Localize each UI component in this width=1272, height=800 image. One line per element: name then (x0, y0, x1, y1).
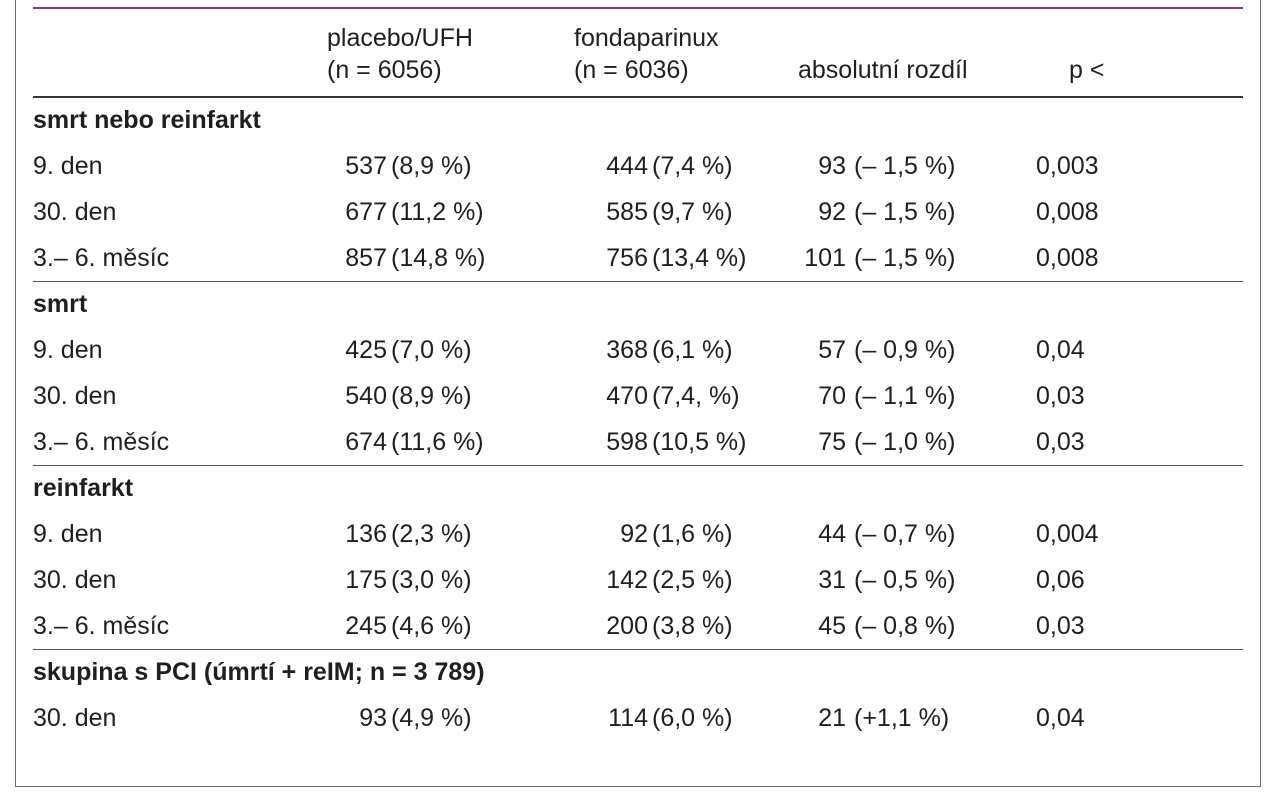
header-absolute-difference: absolutní rozdíl (786, 12, 1036, 97)
row-label: 3.– 6. měsíc (33, 243, 170, 272)
header-empty (33, 12, 313, 97)
p-value: 0,03 (1036, 381, 1085, 410)
placebo-cell (313, 557, 568, 603)
p-value: 0,008 (1036, 197, 1099, 226)
difference-count: 93 (818, 151, 846, 180)
difference-cell (786, 143, 1036, 189)
difference-percent: (– 0,7 %) (854, 519, 956, 548)
table-bottom-spacer (33, 741, 1243, 783)
p-value: 0,03 (1036, 427, 1085, 456)
placebo-count: 175 (345, 565, 387, 594)
fondaparinux-percent: (6,0 %) (652, 703, 733, 732)
fondaparinux-percent: (10,5 %) (652, 427, 747, 456)
section-header-row (33, 650, 1243, 696)
placebo-cell (313, 419, 568, 466)
placebo-cell (313, 695, 568, 741)
p-value: 0,04 (1036, 335, 1085, 364)
placebo-count: 136 (345, 519, 387, 548)
fondaparinux-count: 470 (606, 381, 648, 410)
table-row (33, 327, 1243, 373)
difference-cell (786, 419, 1036, 466)
fondaparinux-percent: (7,4, %) (652, 381, 740, 410)
fondaparinux-count: 368 (606, 335, 648, 364)
fondaparinux-cell (568, 373, 786, 419)
fondaparinux-count: 756 (606, 243, 648, 272)
table-row (33, 235, 1243, 282)
difference-count: 70 (818, 381, 846, 410)
row-label: 3.– 6. měsíc (33, 427, 170, 456)
section-header-row (33, 466, 1243, 512)
fondaparinux-count: 142 (606, 565, 648, 594)
fondaparinux-cell (568, 695, 786, 741)
results-table (33, 12, 1243, 783)
table-row (33, 373, 1243, 419)
difference-cell (786, 695, 1036, 741)
p-value: 0,06 (1036, 565, 1085, 594)
fondaparinux-percent: (6,1 %) (652, 335, 733, 364)
placebo-count: 540 (345, 381, 387, 410)
placebo-cell (313, 511, 568, 557)
p-value: 0,003 (1036, 151, 1099, 180)
placebo-percent: (8,9 %) (391, 381, 472, 410)
placebo-cell (313, 327, 568, 373)
difference-percent: (+1,1 %) (854, 703, 950, 732)
placebo-count: 857 (345, 243, 387, 272)
fondaparinux-count: 114 (608, 703, 648, 732)
difference-percent: (– 1,5 %) (854, 151, 956, 180)
difference-cell (786, 235, 1036, 282)
placebo-cell (313, 235, 568, 282)
row-label: 30. den (33, 381, 117, 410)
fondaparinux-count: 585 (606, 197, 648, 226)
header-fondaparinux: fondaparinux (n = 6036) (568, 12, 786, 97)
difference-count: 75 (818, 427, 846, 456)
fondaparinux-count: 92 (620, 519, 648, 548)
table-body (33, 97, 1243, 783)
table-row (33, 419, 1243, 466)
placebo-count: 245 (345, 611, 387, 640)
table-row (33, 189, 1243, 235)
header-row (33, 12, 1243, 97)
difference-count: 44 (818, 519, 846, 548)
difference-count: 57 (818, 335, 846, 364)
difference-percent: (– 1,5 %) (854, 243, 956, 272)
difference-cell (786, 511, 1036, 557)
difference-percent: (– 0,8 %) (854, 611, 956, 640)
fondaparinux-percent: (7,4 %) (652, 151, 733, 180)
placebo-percent: (14,8 %) (391, 243, 486, 272)
fondaparinux-count: 200 (606, 611, 648, 640)
section-header-row (33, 97, 1243, 143)
placebo-cell (313, 143, 568, 189)
p-value: 0,03 (1036, 611, 1085, 640)
placebo-cell (313, 373, 568, 419)
placebo-percent: (4,6 %) (391, 611, 472, 640)
difference-cell (786, 189, 1036, 235)
placebo-count: 537 (345, 151, 387, 180)
row-label: 9. den (33, 335, 103, 364)
fondaparinux-cell (568, 327, 786, 373)
placebo-percent: (7,0 %) (391, 335, 472, 364)
fondaparinux-percent: (1,6 %) (652, 519, 733, 548)
difference-count: 45 (818, 611, 846, 640)
header-p-value: p < (1036, 12, 1243, 97)
difference-cell (786, 373, 1036, 419)
p-value: 0,008 (1036, 243, 1099, 272)
spacer-cell (33, 741, 1243, 783)
header-placebo: placebo/UFH (n = 6056) (313, 12, 568, 97)
difference-cell (786, 327, 1036, 373)
difference-percent: (– 1,0 %) (854, 427, 956, 456)
fondaparinux-cell (568, 557, 786, 603)
difference-percent: (– 1,5 %) (854, 197, 956, 226)
fondaparinux-percent: (2,5 %) (652, 565, 733, 594)
table-row (33, 557, 1243, 603)
placebo-percent: (4,9 %) (391, 703, 472, 732)
difference-percent: (– 0,5 %) (854, 565, 956, 594)
placebo-percent: (11,2 %) (391, 197, 484, 226)
difference-count: 31 (818, 565, 846, 594)
placebo-cell (313, 603, 568, 650)
row-label: 9. den (33, 519, 103, 548)
placebo-percent: (11,6 %) (391, 427, 484, 456)
fondaparinux-percent: (3,8 %) (652, 611, 733, 640)
fondaparinux-cell (568, 189, 786, 235)
table-row (33, 695, 1243, 741)
placebo-percent: (3,0 %) (391, 565, 472, 594)
table-row (33, 511, 1243, 557)
difference-count: 21 (818, 703, 846, 732)
section-title: skupina s PCI (úmrtí + reIM; n = 3 789) (33, 650, 1243, 696)
difference-percent: (– 0,9 %) (854, 335, 956, 364)
section-header-row (33, 282, 1243, 328)
fondaparinux-count: 444 (606, 151, 648, 180)
placebo-percent: (8,9 %) (391, 151, 472, 180)
fondaparinux-percent: (9,7 %) (652, 197, 733, 226)
fondaparinux-cell (568, 603, 786, 650)
top-rule (33, 7, 1243, 9)
section-title: smrt nebo reinfarkt (33, 106, 261, 134)
placebo-count: 674 (345, 427, 387, 456)
difference-cell (786, 603, 1036, 650)
section-title: smrt (33, 282, 1243, 328)
table-row (33, 603, 1243, 650)
fondaparinux-percent: (13,4 %) (652, 243, 747, 272)
fondaparinux-cell (568, 419, 786, 466)
row-label: 9. den (33, 151, 103, 180)
placebo-percent: (2,3 %) (391, 519, 472, 548)
fondaparinux-cell (568, 143, 786, 189)
fondaparinux-cell (568, 511, 786, 557)
difference-cell (786, 557, 1036, 603)
section-title: reinfarkt (33, 466, 1243, 512)
difference-count: 101 (804, 243, 846, 272)
table-row (33, 143, 1243, 189)
row-label: 30. den (33, 565, 117, 594)
row-label: 30. den (33, 703, 117, 732)
difference-percent: (– 1,1 %) (854, 381, 956, 410)
placebo-count: 425 (345, 335, 387, 364)
placebo-cell (313, 189, 568, 235)
p-value: 0,04 (1036, 703, 1085, 732)
row-label: 30. den (33, 197, 117, 226)
placebo-count: 677 (345, 197, 387, 226)
placebo-count: 93 (359, 703, 387, 732)
fondaparinux-count: 598 (606, 427, 648, 456)
p-value: 0,004 (1036, 519, 1099, 548)
fondaparinux-cell (568, 235, 786, 282)
row-label: 3.– 6. měsíc (33, 611, 170, 640)
difference-count: 92 (818, 197, 846, 226)
